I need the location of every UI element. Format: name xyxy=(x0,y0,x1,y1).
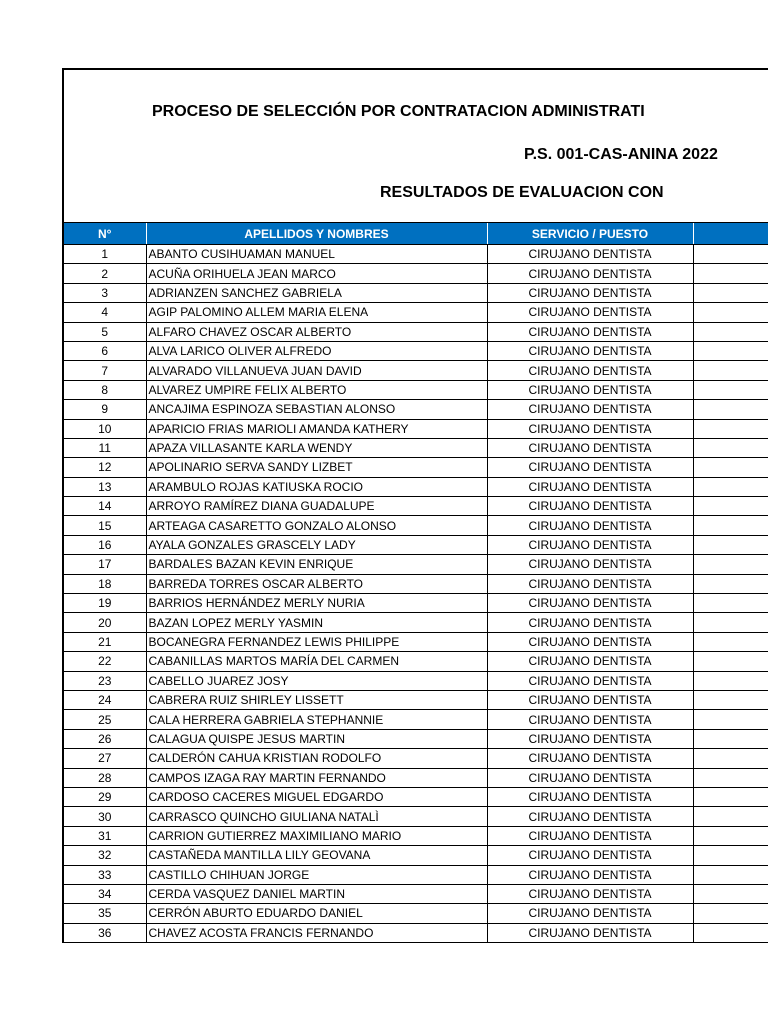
row-service: CIRUJANO DENTISTA xyxy=(487,807,693,826)
row-cut-off-cell xyxy=(693,400,768,419)
row-service: CIRUJANO DENTISTA xyxy=(487,923,693,942)
row-cut-off-cell xyxy=(693,245,768,264)
row-cut-off-cell xyxy=(693,477,768,496)
table-row xyxy=(64,865,768,884)
results-table xyxy=(64,223,768,943)
title-block xyxy=(64,70,768,223)
row-full-name: ACUÑA ORIHUELA JEAN MARCO xyxy=(146,264,487,283)
table-row xyxy=(64,245,768,264)
row-service: CIRUJANO DENTISTA xyxy=(487,594,693,613)
row-service: CIRUJANO DENTISTA xyxy=(487,826,693,845)
row-number: 4 xyxy=(64,303,146,322)
row-cut-off-cell xyxy=(693,458,768,477)
row-service: CIRUJANO DENTISTA xyxy=(487,264,693,283)
row-full-name: ARROYO RAMÍREZ DIANA GUADALUPE xyxy=(146,497,487,516)
results-title: RESULTADOS DE EVALUACION CON xyxy=(380,184,664,201)
row-number: 16 xyxy=(64,535,146,554)
table-row xyxy=(64,826,768,845)
row-full-name: AYALA GONZALES GRASCELY LADY xyxy=(146,535,487,554)
row-number: 12 xyxy=(64,458,146,477)
row-full-name: CABELLO JUAREZ JOSY xyxy=(146,671,487,690)
row-full-name: ANCAJIMA ESPINOZA SEBASTIAN ALONSO xyxy=(146,400,487,419)
table-row xyxy=(64,729,768,748)
table-row xyxy=(64,690,768,709)
row-service: CIRUJANO DENTISTA xyxy=(487,400,693,419)
row-full-name: CASTILLO CHIHUAN JORGE xyxy=(146,865,487,884)
row-full-name: APAZA VILLASANTE KARLA WENDY xyxy=(146,438,487,457)
row-full-name: CERRÓN ABURTO EDUARDO DANIEL xyxy=(146,904,487,923)
row-number: 27 xyxy=(64,749,146,768)
table-body xyxy=(64,245,768,943)
table-row xyxy=(64,846,768,865)
row-service: CIRUJANO DENTISTA xyxy=(487,904,693,923)
row-full-name: CALDERÓN CAHUA KRISTIAN RODOLFO xyxy=(146,749,487,768)
table-row xyxy=(64,923,768,942)
row-number: 22 xyxy=(64,652,146,671)
table-row xyxy=(64,535,768,554)
row-number: 32 xyxy=(64,846,146,865)
table-row xyxy=(64,904,768,923)
table-row xyxy=(64,884,768,903)
row-full-name: BARDALES BAZAN KEVIN ENRIQUE xyxy=(146,555,487,574)
row-number: 29 xyxy=(64,787,146,806)
row-number: 30 xyxy=(64,807,146,826)
table-row xyxy=(64,594,768,613)
row-number: 24 xyxy=(64,690,146,709)
row-service: CIRUJANO DENTISTA xyxy=(487,322,693,341)
row-service: CIRUJANO DENTISTA xyxy=(487,497,693,516)
row-number: 35 xyxy=(64,904,146,923)
row-service: CIRUJANO DENTISTA xyxy=(487,516,693,535)
row-service: CIRUJANO DENTISTA xyxy=(487,438,693,457)
row-full-name: BOCANEGRA FERNANDEZ LEWIS PHILIPPE xyxy=(146,632,487,651)
row-cut-off-cell xyxy=(693,826,768,845)
row-number: 19 xyxy=(64,594,146,613)
row-service: CIRUJANO DENTISTA xyxy=(487,749,693,768)
row-cut-off-cell xyxy=(693,787,768,806)
table-row xyxy=(64,787,768,806)
row-service: CIRUJANO DENTISTA xyxy=(487,283,693,302)
row-service: CIRUJANO DENTISTA xyxy=(487,458,693,477)
row-service: CIRUJANO DENTISTA xyxy=(487,652,693,671)
row-cut-off-cell xyxy=(693,729,768,748)
row-service: CIRUJANO DENTISTA xyxy=(487,535,693,554)
row-service: CIRUJANO DENTISTA xyxy=(487,361,693,380)
row-full-name: APARICIO FRIAS MARIOLI AMANDA KATHERY xyxy=(146,419,487,438)
row-service: CIRUJANO DENTISTA xyxy=(487,419,693,438)
row-number: 17 xyxy=(64,555,146,574)
table-row xyxy=(64,361,768,380)
row-full-name: CALAGUA QUISPE JESUS MARTIN xyxy=(146,729,487,748)
row-cut-off-cell xyxy=(693,380,768,399)
column-header-number: N° xyxy=(64,223,146,245)
row-service: CIRUJANO DENTISTA xyxy=(487,303,693,322)
table-row xyxy=(64,264,768,283)
row-full-name: BAZAN LOPEZ MERLY YASMIN xyxy=(146,613,487,632)
row-full-name: CAMPOS IZAGA RAY MARTIN FERNANDO xyxy=(146,768,487,787)
row-service: CIRUJANO DENTISTA xyxy=(487,865,693,884)
row-full-name: ALVA LARICO OLIVER ALFREDO xyxy=(146,341,487,360)
row-cut-off-cell xyxy=(693,264,768,283)
table-row xyxy=(64,555,768,574)
row-number: 34 xyxy=(64,884,146,903)
row-cut-off-cell xyxy=(693,419,768,438)
row-cut-off-cell xyxy=(693,632,768,651)
spreadsheet xyxy=(62,68,768,943)
row-full-name: ARAMBULO ROJAS KATIUSKA ROCIO xyxy=(146,477,487,496)
row-number: 25 xyxy=(64,710,146,729)
row-full-name: BARREDA TORRES OSCAR ALBERTO xyxy=(146,574,487,593)
row-full-name: BARRIOS HERNÁNDEZ MERLY NURIA xyxy=(146,594,487,613)
row-number: 1 xyxy=(64,245,146,264)
table-row xyxy=(64,749,768,768)
process-code: P.S. 001-CAS-ANINA 2022 xyxy=(524,146,718,163)
table-row xyxy=(64,497,768,516)
row-number: 3 xyxy=(64,283,146,302)
row-cut-off-cell xyxy=(693,671,768,690)
column-header-cut-off xyxy=(693,223,768,245)
table-row xyxy=(64,574,768,593)
table-row xyxy=(64,380,768,399)
row-service: CIRUJANO DENTISTA xyxy=(487,710,693,729)
row-service: CIRUJANO DENTISTA xyxy=(487,768,693,787)
row-service: CIRUJANO DENTISTA xyxy=(487,341,693,360)
row-full-name: AGIP PALOMINO ALLEM MARIA ELENA xyxy=(146,303,487,322)
row-cut-off-cell xyxy=(693,807,768,826)
table-row xyxy=(64,710,768,729)
row-service: CIRUJANO DENTISTA xyxy=(487,632,693,651)
row-full-name: CASTAÑEDA MANTILLA LILY GEOVANA xyxy=(146,846,487,865)
row-number: 9 xyxy=(64,400,146,419)
table-row xyxy=(64,322,768,341)
row-cut-off-cell xyxy=(693,555,768,574)
row-cut-off-cell xyxy=(693,438,768,457)
row-full-name: CABRERA RUIZ SHIRLEY LISSETT xyxy=(146,690,487,709)
row-service: CIRUJANO DENTISTA xyxy=(487,846,693,865)
table-row xyxy=(64,768,768,787)
row-number: 2 xyxy=(64,264,146,283)
row-cut-off-cell xyxy=(693,652,768,671)
row-service: CIRUJANO DENTISTA xyxy=(487,477,693,496)
table-row xyxy=(64,807,768,826)
row-full-name: CARRASCO QUINCHO GIULIANA NATALÌ xyxy=(146,807,487,826)
row-number: 23 xyxy=(64,671,146,690)
table-row xyxy=(64,671,768,690)
row-service: CIRUJANO DENTISTA xyxy=(487,380,693,399)
row-full-name: ALVARADO VILLANUEVA JUAN DAVID xyxy=(146,361,487,380)
row-service: CIRUJANO DENTISTA xyxy=(487,555,693,574)
row-cut-off-cell xyxy=(693,574,768,593)
row-cut-off-cell xyxy=(693,303,768,322)
row-full-name: ADRIANZEN SANCHEZ GABRIELA xyxy=(146,283,487,302)
row-number: 36 xyxy=(64,923,146,942)
row-cut-off-cell xyxy=(693,690,768,709)
row-service: CIRUJANO DENTISTA xyxy=(487,690,693,709)
row-service: CIRUJANO DENTISTA xyxy=(487,671,693,690)
table-row xyxy=(64,652,768,671)
table-header-row xyxy=(64,223,768,245)
table-row xyxy=(64,400,768,419)
row-service: CIRUJANO DENTISTA xyxy=(487,613,693,632)
row-full-name: ALFARO CHAVEZ OSCAR ALBERTO xyxy=(146,322,487,341)
table-row xyxy=(64,632,768,651)
row-full-name: ALVAREZ UMPIRE FELIX ALBERTO xyxy=(146,380,487,399)
row-number: 15 xyxy=(64,516,146,535)
row-full-name: APOLINARIO SERVA SANDY LIZBET xyxy=(146,458,487,477)
row-full-name: CERDA VASQUEZ DANIEL MARTIN xyxy=(146,884,487,903)
row-number: 18 xyxy=(64,574,146,593)
row-cut-off-cell xyxy=(693,283,768,302)
row-cut-off-cell xyxy=(693,710,768,729)
row-full-name: ARTEAGA CASARETTO GONZALO ALONSO xyxy=(146,516,487,535)
row-number: 21 xyxy=(64,632,146,651)
row-cut-off-cell xyxy=(693,904,768,923)
row-number: 28 xyxy=(64,768,146,787)
table-row xyxy=(64,419,768,438)
row-number: 11 xyxy=(64,438,146,457)
row-number: 26 xyxy=(64,729,146,748)
row-full-name: CARDOSO CACERES MIGUEL EDGARDO xyxy=(146,787,487,806)
row-service: CIRUJANO DENTISTA xyxy=(487,729,693,748)
row-number: 14 xyxy=(64,497,146,516)
process-title: PROCESO DE SELECCIÓN POR CONTRATACION ADMINISTRATI xyxy=(152,103,645,120)
table-row xyxy=(64,303,768,322)
row-cut-off-cell xyxy=(693,516,768,535)
row-full-name: CABANILLAS MARTOS MARÍA DEL CARMEN xyxy=(146,652,487,671)
column-header-name: APELLIDOS Y NOMBRES xyxy=(146,223,487,245)
table-row xyxy=(64,438,768,457)
row-number: 33 xyxy=(64,865,146,884)
row-cut-off-cell xyxy=(693,865,768,884)
row-cut-off-cell xyxy=(693,768,768,787)
row-number: 20 xyxy=(64,613,146,632)
row-service: CIRUJANO DENTISTA xyxy=(487,245,693,264)
table-row xyxy=(64,477,768,496)
column-header-service: SERVICIO / PUESTO xyxy=(487,223,693,245)
row-cut-off-cell xyxy=(693,497,768,516)
row-number: 10 xyxy=(64,419,146,438)
row-cut-off-cell xyxy=(693,594,768,613)
row-cut-off-cell xyxy=(693,846,768,865)
row-number: 8 xyxy=(64,380,146,399)
row-service: CIRUJANO DENTISTA xyxy=(487,787,693,806)
row-cut-off-cell xyxy=(693,535,768,554)
row-cut-off-cell xyxy=(693,923,768,942)
row-cut-off-cell xyxy=(693,341,768,360)
row-number: 5 xyxy=(64,322,146,341)
row-number: 6 xyxy=(64,341,146,360)
table-row xyxy=(64,458,768,477)
row-full-name: CALA HERRERA GABRIELA STEPHANNIE xyxy=(146,710,487,729)
table-row xyxy=(64,283,768,302)
table-row xyxy=(64,341,768,360)
row-number: 13 xyxy=(64,477,146,496)
row-number: 31 xyxy=(64,826,146,845)
table-row xyxy=(64,613,768,632)
row-cut-off-cell xyxy=(693,613,768,632)
row-number: 7 xyxy=(64,361,146,380)
row-cut-off-cell xyxy=(693,322,768,341)
row-full-name: ABANTO CUSIHUAMAN MANUEL xyxy=(146,245,487,264)
row-cut-off-cell xyxy=(693,749,768,768)
row-service: CIRUJANO DENTISTA xyxy=(487,884,693,903)
table-row xyxy=(64,516,768,535)
row-full-name: CHAVEZ ACOSTA FRANCIS FERNANDO xyxy=(146,923,487,942)
row-cut-off-cell xyxy=(693,884,768,903)
row-cut-off-cell xyxy=(693,361,768,380)
row-full-name: CARRION GUTIERREZ MAXIMILIANO MARIO xyxy=(146,826,487,845)
row-service: CIRUJANO DENTISTA xyxy=(487,574,693,593)
